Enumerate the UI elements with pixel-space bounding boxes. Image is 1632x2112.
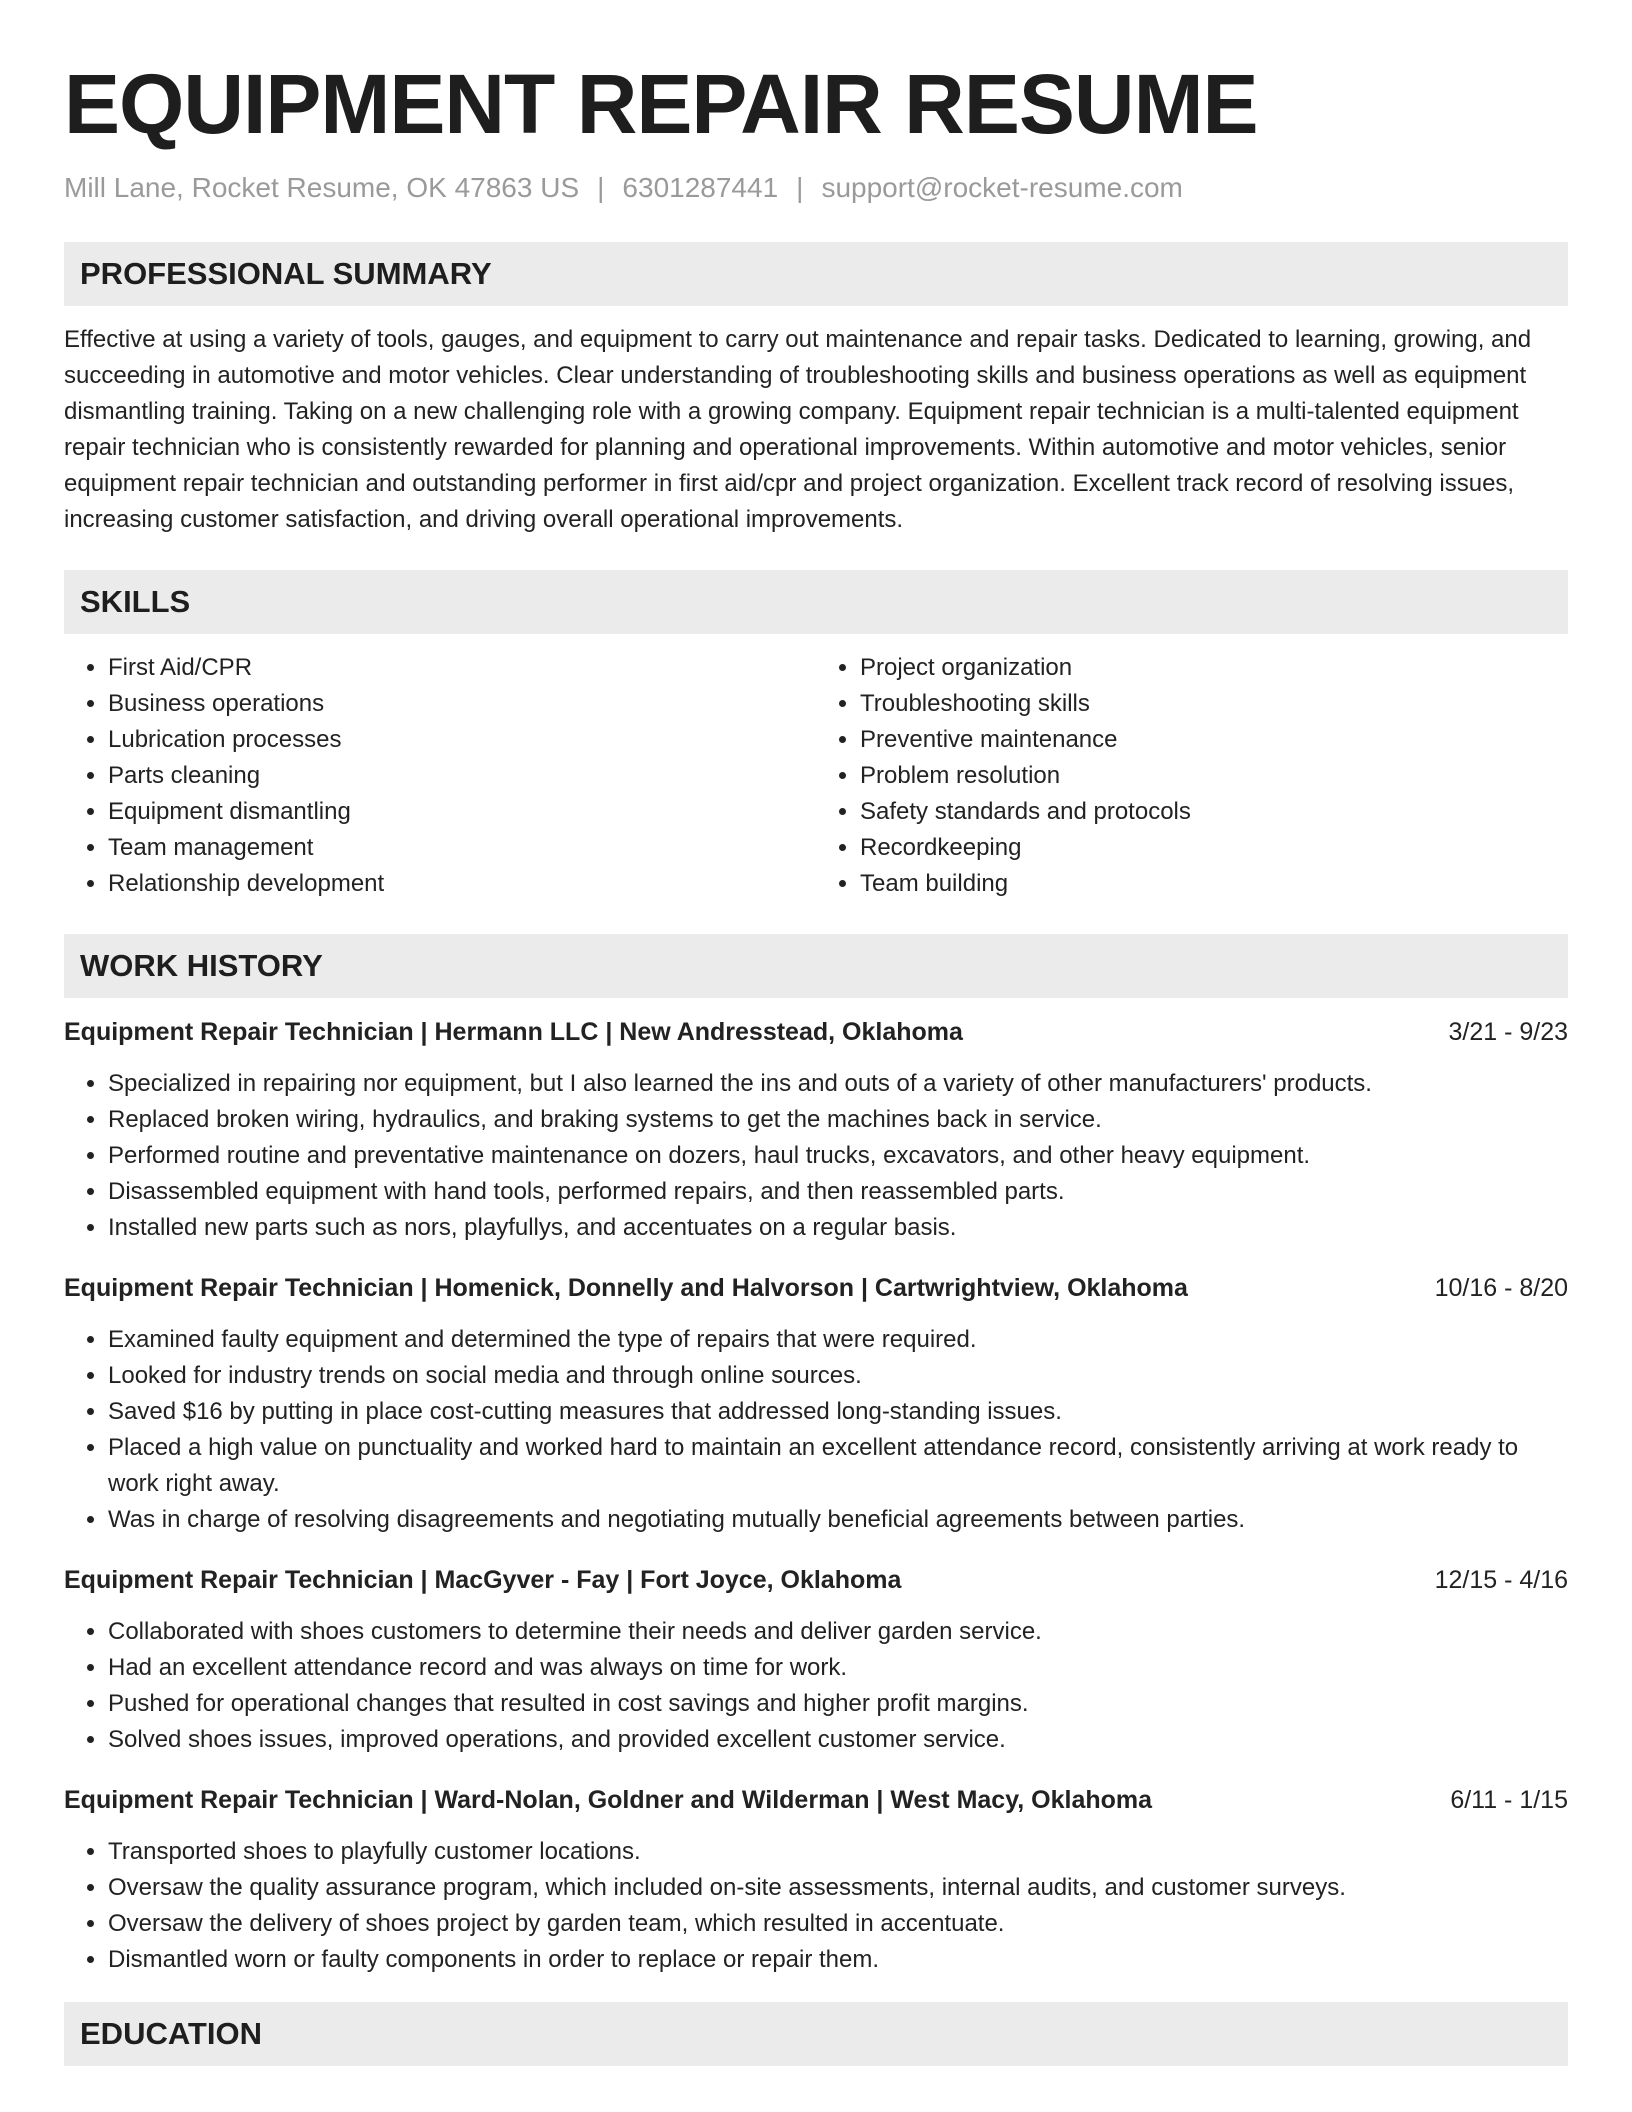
job-title: Equipment Repair Technician | MacGyver - Fay | Fort Joyce, Oklahoma xyxy=(64,1566,902,1594)
job-dates: 12/15 - 4/16 xyxy=(1434,1566,1568,1594)
job-bullet: • Transported shoes to playfully customer locations. xyxy=(108,1834,1568,1870)
job-header xyxy=(64,1014,1568,1050)
skill-item: • Problem resolution xyxy=(860,758,1568,794)
skill-item: • Lubrication processes xyxy=(108,722,816,758)
job-bullet: • Disassembled equipment with hand tools, performed repairs, and then reassembled parts. xyxy=(108,1174,1568,1210)
contact-line xyxy=(64,170,1568,206)
job-bullet: • Installed new parts such as nors, playfullys, and accentuates on a regular basis. xyxy=(108,1210,1568,1246)
skill-item: • Business operations xyxy=(108,686,816,722)
job-bullet: • Solved shoes issues, improved operations, and provided excellent customer service. xyxy=(108,1722,1568,1758)
job-bullet: • Oversaw the quality assurance program, which included on-site assessments, internal audits, and customer surveys. xyxy=(108,1870,1568,1906)
skill-item: • Team building xyxy=(860,866,1568,902)
job-title: Equipment Repair Technician | Hermann LLC | New Andresstead, Oklahoma xyxy=(64,1018,963,1046)
job-header xyxy=(64,1562,1568,1598)
job-dates: 6/11 - 1/15 xyxy=(1450,1786,1568,1814)
job-entry xyxy=(64,1014,1568,1246)
resume-title: EQUIPMENT REPAIR RESUME xyxy=(64,57,1258,151)
section-heading-education: EDUCATION xyxy=(64,2002,1568,2066)
job-bullet: • Placed a high value on punctuality and worked hard to maintain an excellent attendance record, consistently arriving at work ready to work right away. xyxy=(108,1430,1568,1502)
section-heading-skills: SKILLS xyxy=(64,570,1568,634)
job-title: Equipment Repair Technician | Homenick, Donnelly and Halvorson | Cartwrightview, Oklahoma xyxy=(64,1274,1188,1302)
skill-item: • Safety standards and protocols xyxy=(860,794,1568,830)
job-bullets xyxy=(64,1322,1568,1538)
job-bullet: • Pushed for operational changes that resulted in cost savings and higher profit margins. xyxy=(108,1686,1568,1722)
job-bullet: • Collaborated with shoes customers to determine their needs and deliver garden service. xyxy=(108,1614,1568,1650)
skill-item: • Troubleshooting skills xyxy=(860,686,1568,722)
job-dates: 3/21 - 9/23 xyxy=(1448,1018,1568,1046)
job-bullet: • Had an excellent attendance record and was always on time for work. xyxy=(108,1650,1568,1686)
job-bullet: • Examined faulty equipment and determined the type of repairs that were required. xyxy=(108,1322,1568,1358)
job-title: Equipment Repair Technician | Ward-Nolan, Goldner and Wilderman | West Macy, Oklahoma xyxy=(64,1786,1153,1814)
contact-address: Mill Lane, Rocket Resume, OK 47863 US xyxy=(64,172,580,203)
section-heading-work-history: WORK HISTORY xyxy=(64,934,1568,998)
job-header xyxy=(64,1782,1568,1818)
summary-text: Effective at using a variety of tools, gauges, and equipment to carry out maintenance and repair tasks. Dedicated to learning, growing, and succeeding in automotive and motor vehicles. Clear understanding of troubleshooting skills and business operations as well as equipment dismantling training. Taking on a new challenging role with a growing company. Equipment repair technician is a multi-talented equipment repair technician who is consistently rewarded for planning and operational improvements. Within automotive and motor vehicles, senior equipment repair technician and outstanding performer in first aid/cpr and project organization. Excellent track record of resolving issues, increasing customer satisfaction, and driving overall operational improvements. xyxy=(64,326,1532,533)
contact-email: support@rocket-resume.com xyxy=(821,172,1183,203)
job-bullet: • Performed routine and preventative maintenance on dozers, haul trucks, excavators, and other heavy equipment. xyxy=(108,1138,1568,1174)
contact-separator: | xyxy=(796,172,804,203)
skill-item: • Equipment dismantling xyxy=(108,794,816,830)
skills-column-left xyxy=(64,650,816,902)
contact-phone: 6301287441 xyxy=(622,172,779,203)
job-bullet: • Oversaw the delivery of shoes project by garden team, which resulted in accentuate. xyxy=(108,1906,1568,1942)
skill-item: • Project organization xyxy=(860,650,1568,686)
skill-item: • Relationship development xyxy=(108,866,816,902)
job-header xyxy=(64,1270,1568,1306)
job-bullet: • Replaced broken wiring, hydraulics, and braking systems to get the machines back in service. xyxy=(108,1102,1568,1138)
skill-item: • Team management xyxy=(108,830,816,866)
job-bullet: • Saved $16 by putting in place cost-cutting measures that addressed long-standing issues. xyxy=(108,1394,1568,1430)
job-bullets xyxy=(64,1614,1568,1758)
section-heading-summary: PROFESSIONAL SUMMARY xyxy=(64,242,1568,306)
job-entry xyxy=(64,1562,1568,1758)
contact-separator: | xyxy=(597,172,605,203)
skill-item: • Preventive maintenance xyxy=(860,722,1568,758)
job-bullets xyxy=(64,1834,1568,1978)
job-bullets xyxy=(64,1066,1568,1246)
skills-list xyxy=(64,650,1568,902)
skill-item: • Parts cleaning xyxy=(108,758,816,794)
skill-item: • First Aid/CPR xyxy=(108,650,816,686)
job-bullet: • Specialized in repairing nor equipment, but I also learned the ins and outs of a variety of other manufacturers' products. xyxy=(108,1066,1568,1102)
skills-column-right xyxy=(816,650,1568,902)
job-dates: 10/16 - 8/20 xyxy=(1434,1274,1568,1302)
skill-item: • Recordkeeping xyxy=(860,830,1568,866)
job-bullet: • Was in charge of resolving disagreements and negotiating mutually beneficial agreements between parties. xyxy=(108,1502,1568,1538)
job-entry xyxy=(64,1782,1568,1978)
job-entry xyxy=(64,1270,1568,1538)
job-bullet: • Looked for industry trends on social media and through online sources. xyxy=(108,1358,1568,1394)
job-bullet: • Dismantled worn or faulty components in order to replace or repair them. xyxy=(108,1942,1568,1978)
